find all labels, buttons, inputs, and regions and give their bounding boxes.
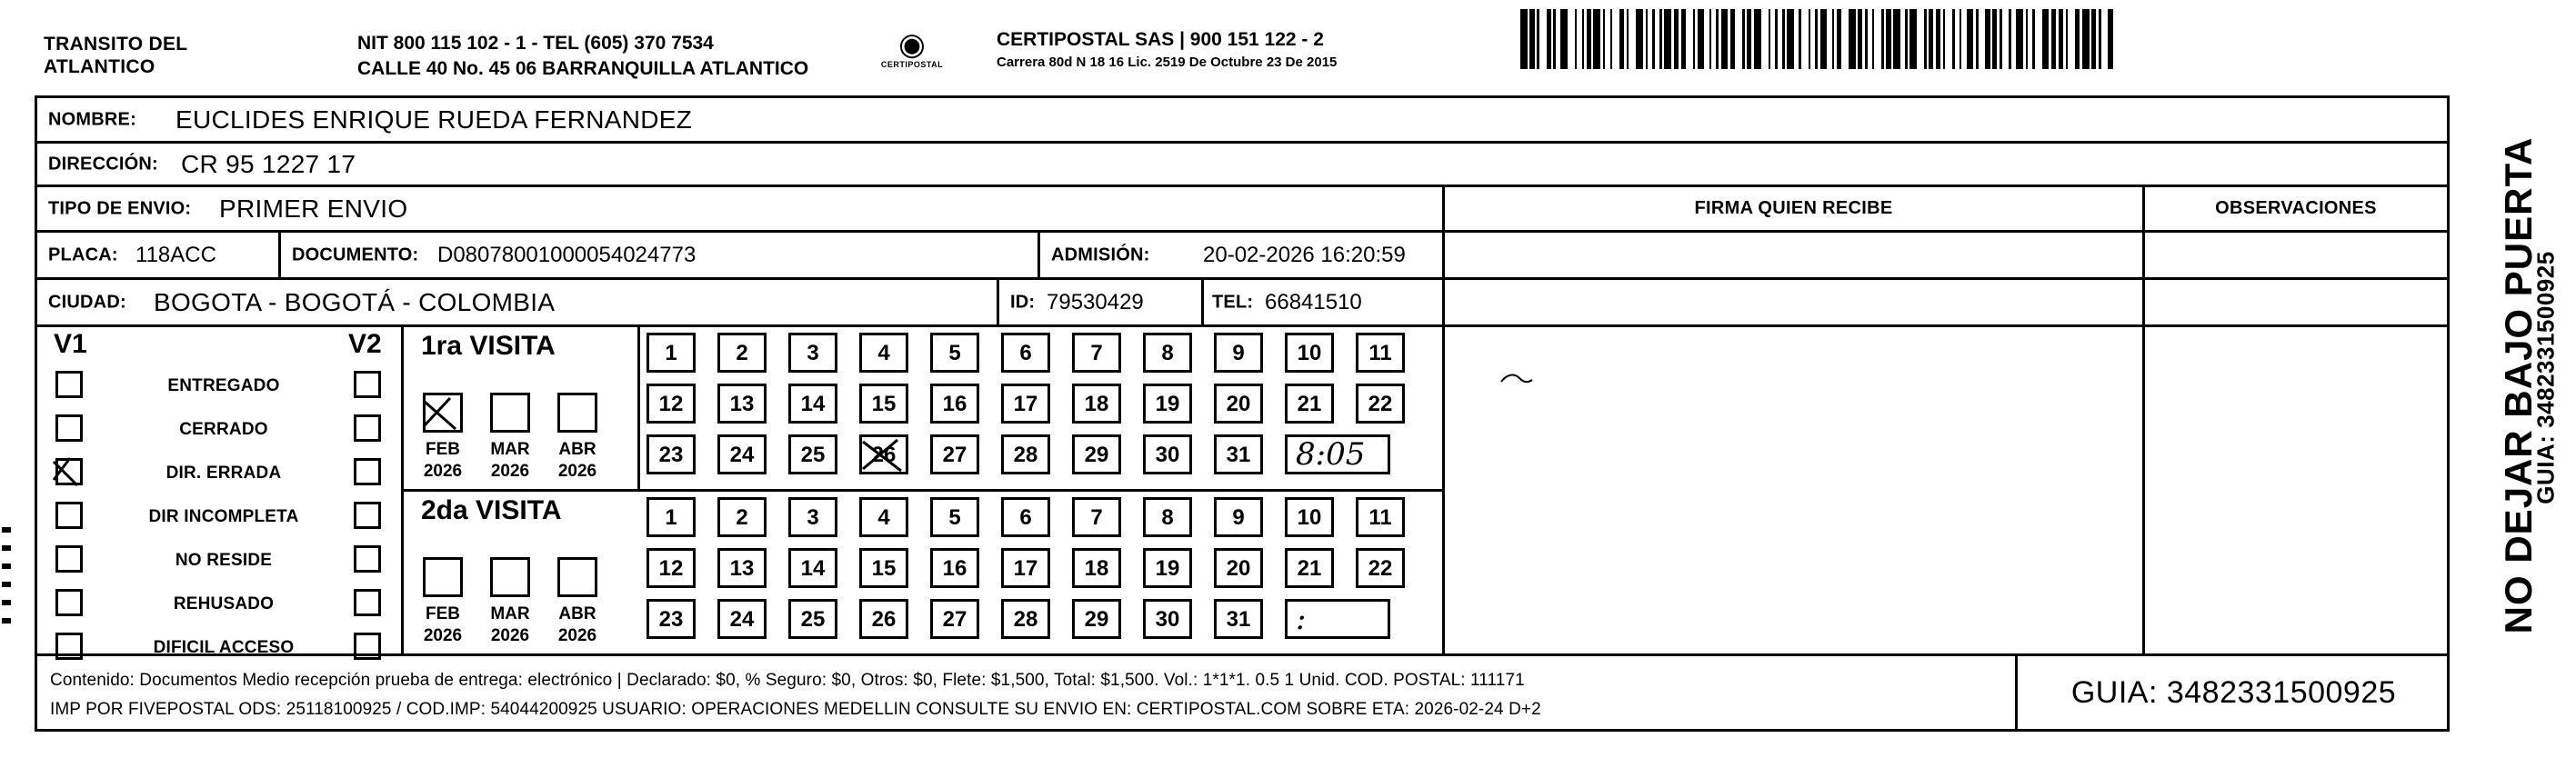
edge-tick <box>2 545 11 551</box>
visit-2-day-grid <box>637 492 1442 656</box>
vertical-notice <box>2455 91 2564 682</box>
visit-1-day-2[interactable]: 2 <box>717 333 767 373</box>
row-nombre <box>37 98 2447 144</box>
v1-checkbox-no-reside[interactable] <box>55 545 83 573</box>
visit-1-day-17[interactable]: 17 <box>1001 384 1050 424</box>
v2-checkbox-no-reside[interactable] <box>354 545 381 573</box>
row-direccion <box>37 144 2447 187</box>
visit-2-day-8[interactable]: 8 <box>1143 497 1192 537</box>
visit-1-day-27[interactable]: 27 <box>930 434 979 474</box>
status-label-cerrado: CERRADO <box>179 420 268 439</box>
edge-tick <box>2 582 11 587</box>
v2-column-header: V2 <box>348 329 382 359</box>
signature-header: FIRMA QUIEN RECIBE <box>1694 198 1893 218</box>
id-label: ID: <box>1010 292 1036 312</box>
status-label-dir-errada: DIR. ERRADA <box>165 464 282 483</box>
visit-2-day-5[interactable]: 5 <box>930 497 979 537</box>
visit-1-title: 1ra VISITA <box>421 331 556 361</box>
visit-1-day-6[interactable]: 6 <box>1001 333 1050 373</box>
visit-1-day-30[interactable]: 30 <box>1143 434 1192 474</box>
visit-2-day-14[interactable]: 14 <box>788 548 837 588</box>
admision-label: ADMISIÓN: <box>1051 244 1150 264</box>
placa-value: 118ACC <box>135 242 216 267</box>
edge-tick <box>2 564 11 569</box>
carrier-legal-info <box>357 31 808 82</box>
visit-2-day-21[interactable]: 21 <box>1285 548 1334 588</box>
carrier-name-line2: ATLANTICO <box>44 56 155 77</box>
visit-2-month-mar-checkbox[interactable] <box>490 557 530 597</box>
ciudad-value: BOGOTA - BOGOTÁ - COLOMBIA <box>154 287 556 316</box>
visit-1-day-grid <box>637 327 1442 492</box>
visit-1-day-28[interactable]: 28 <box>1001 434 1050 474</box>
visit-2-day-2[interactable]: 2 <box>717 497 767 537</box>
visit-2-day-18[interactable]: 18 <box>1072 548 1121 588</box>
visit-2-month-label-abr: ABR <box>558 604 596 623</box>
operator-license: Carrera 80d N 18 16 Lic. 2519 De Octubre 23 De 2015 <box>997 55 1338 70</box>
visit-2-day-19[interactable]: 19 <box>1143 548 1192 588</box>
visit-1-day-18[interactable]: 18 <box>1072 384 1121 424</box>
admision-value: 20-02-2026 16:20:59 <box>1203 242 1406 267</box>
visit-1-time-value: 8:05 <box>1296 436 1366 473</box>
visit-1-day-7[interactable]: 7 <box>1072 333 1121 373</box>
documento-value: D08078001000054024773 <box>437 242 697 267</box>
visit-2-day-4[interactable]: 4 <box>859 497 908 537</box>
certipostal-logo <box>880 29 944 69</box>
v2-checkbox-rehusado[interactable] <box>354 589 381 616</box>
v2-checkbox-cerrado[interactable] <box>354 414 381 442</box>
v1-checkbox-entregado[interactable] <box>55 371 83 398</box>
placa-label: PLACA: <box>48 244 118 264</box>
visit-1-day-24[interactable]: 24 <box>717 434 767 474</box>
visit-1-month-abr-checkbox[interactable] <box>557 393 597 433</box>
guia-box <box>2015 656 2450 730</box>
tipo-envio-value: PRIMER ENVIO <box>219 194 408 223</box>
visit-2-day-17[interactable]: 17 <box>1001 548 1050 588</box>
certipostal-logo-label: CERTIPOSTAL <box>880 60 944 69</box>
visit-2-day-7[interactable]: 7 <box>1072 497 1121 537</box>
carrier-address: CALLE 40 No. 45 06 BARRANQUILLA ATLANTICO <box>357 58 809 79</box>
visit-1-month-mar-checkbox[interactable] <box>490 393 530 433</box>
visit-2-day-13[interactable]: 13 <box>717 548 767 588</box>
v2-checkbox-dir-errada[interactable] <box>354 458 381 485</box>
visit-2-day-3[interactable]: 3 <box>788 497 837 537</box>
visit-1-day-14[interactable]: 14 <box>788 384 837 424</box>
visit-1-day-3[interactable]: 3 <box>788 333 837 373</box>
visit-2-time-value: : <box>1296 601 1307 637</box>
checkmark-visit-1-day-26 <box>856 433 916 478</box>
status-label-dir-incompleta: DIR INCOMPLETA <box>148 507 299 526</box>
visit-2-day-6[interactable]: 6 <box>1001 497 1050 537</box>
status-checkbox-column <box>37 327 401 656</box>
visit-1-day-23[interactable]: 23 <box>647 434 696 474</box>
visit-1-day-5[interactable]: 5 <box>930 333 979 373</box>
edge-tick <box>2 618 11 623</box>
visit-2-day-28[interactable]: 28 <box>1001 599 1050 639</box>
direccion-label: DIRECCIÓN: <box>48 154 158 174</box>
visit-2-year-feb: 2026 <box>423 626 463 645</box>
visit-1-year-feb: 2026 <box>423 462 463 481</box>
visit-1-year-abr: 2026 <box>557 462 597 481</box>
operator-name: CERTIPOSTAL SAS | 900 151 122 - 2 <box>997 29 1324 50</box>
carrier-name-line1: TRANSITO DEL <box>44 34 188 55</box>
visit-2-day-15[interactable]: 15 <box>859 548 908 588</box>
visit-1-day-13[interactable]: 13 <box>717 384 767 424</box>
visit-2-year-abr: 2026 <box>557 626 597 645</box>
visit-2-day-29[interactable]: 29 <box>1072 599 1121 639</box>
nombre-label: NOMBRE: <box>48 109 136 129</box>
visit-2-day-12[interactable]: 12 <box>647 548 696 588</box>
v1-checkbox-cerrado[interactable] <box>55 414 83 442</box>
visit-2-month-abr-checkbox[interactable] <box>557 557 597 597</box>
vertical-notice-text: NO DEJAR BAJO PUERTA <box>2497 136 2540 634</box>
visit-2-day-22[interactable]: 22 <box>1356 548 1405 588</box>
visit-1-day-12[interactable]: 12 <box>647 384 696 424</box>
visit-1-day-20[interactable]: 20 <box>1214 384 1263 424</box>
visit-2-month-feb-checkbox[interactable] <box>423 557 463 597</box>
globe-icon: ◉ <box>898 27 926 62</box>
footer-line-2: IMP POR FIVEPOSTAL ODS: 25118100925 / COD.IMP: 54044200925 USUARIO: OPERACIONES MEDELLIN CONSULTE SU ENVIO EN: CERTIPOSTAL.COM SOBRE ETA: 2026-02-24 D+2 <box>50 700 1541 719</box>
ciudad-label: CIUDAD: <box>48 292 126 312</box>
visit-1-day-4[interactable]: 4 <box>859 333 908 373</box>
tracking-barcode <box>1520 9 2457 69</box>
visit-2-day-10[interactable]: 10 <box>1285 497 1334 537</box>
visit-1-month-label-feb: FEB <box>426 440 460 459</box>
documento-label: DOCUMENTO: <box>292 244 419 264</box>
visit-1-day-31[interactable]: 31 <box>1214 434 1263 474</box>
visit-2-day-24[interactable]: 24 <box>717 599 767 639</box>
visit-1-day-16[interactable]: 16 <box>930 384 979 424</box>
nombre-value: EUCLIDES ENRIQUE RUEDA FERNANDEZ <box>175 105 693 134</box>
visit-1-day-19[interactable]: 19 <box>1143 384 1192 424</box>
visit-2-title: 2da VISITA <box>421 495 562 525</box>
visit-1-day-8[interactable]: 8 <box>1143 333 1192 373</box>
visit-2-day-11[interactable]: 11 <box>1356 497 1405 537</box>
visit-2-day-9[interactable]: 9 <box>1214 497 1263 537</box>
v2-checkbox-dir-incompleta[interactable] <box>354 502 381 529</box>
visit-2-day-26[interactable]: 26 <box>859 599 908 639</box>
observations-header: OBSERVACIONES <box>2215 198 2377 218</box>
label-body <box>35 95 2450 732</box>
checkmark-dir-errada <box>50 453 92 493</box>
visit-2-month-label-mar: MAR <box>490 604 530 623</box>
visit-1-day-9[interactable]: 9 <box>1214 333 1263 373</box>
tel-value: 66841510 <box>1265 289 1362 314</box>
visit-1-month-label-abr: ABR <box>558 440 596 459</box>
visit-2-day-20[interactable]: 20 <box>1214 548 1263 588</box>
vertical-guia-text: GUIA: 3482331500925 <box>2531 251 2560 504</box>
visit-1-day-1[interactable]: 1 <box>647 333 696 373</box>
visit-2-day-30[interactable]: 30 <box>1143 599 1192 639</box>
visit-1-month-label-mar: MAR <box>490 440 530 459</box>
visit-2-day-31[interactable]: 31 <box>1214 599 1263 639</box>
visit-2-day-27[interactable]: 27 <box>930 599 979 639</box>
id-value: 79530429 <box>1047 289 1144 314</box>
status-label-entregado: ENTREGADO <box>167 376 280 395</box>
operator-info <box>997 29 1337 70</box>
checkmark-visit-1-feb <box>419 389 470 436</box>
guia-number: GUIA: 3482331500925 <box>2070 675 2397 710</box>
visit-1-year-mar: 2026 <box>490 462 530 481</box>
visit-2-day-25[interactable]: 25 <box>788 599 837 639</box>
visit-2-month-label-feb: FEB <box>426 604 460 623</box>
visit-1-day-25[interactable]: 25 <box>788 434 837 474</box>
visit-1-day-10[interactable]: 10 <box>1285 333 1334 373</box>
edge-tick <box>2 527 11 533</box>
direccion-value: CR 95 1227 17 <box>181 149 356 178</box>
tel-label: TEL: <box>1212 292 1254 312</box>
visit-2-day-23[interactable]: 23 <box>647 599 696 639</box>
visit-1-day-21[interactable]: 21 <box>1285 384 1334 424</box>
status-label-no-reside: NO RESIDE <box>175 551 273 570</box>
v1-checkbox-dir-incompleta[interactable] <box>55 502 83 529</box>
v2-checkbox-entregado[interactable] <box>354 371 381 398</box>
visit-2-day-1[interactable]: 1 <box>647 497 696 537</box>
footer-line-1: Contenido: Documentos Medio recepción prueba de entrega: electrónico | Declarado: $0, % Seguro: $0, Otros: $0, Flete: $1,500, Total: $1,500. Vol.: 1*1*1. 0.5 1 Unid. COD. POSTAL: 111171 <box>50 671 1525 690</box>
carrier-nit: NIT 800 115 102 - 1 - TEL (605) 370 7534 <box>357 33 714 54</box>
visit-1-day-26[interactable]: 26 <box>859 434 908 474</box>
status-label-rehusado: REHUSADO <box>173 594 275 613</box>
tipo-envio-label: TIPO DE ENVIO: <box>48 198 192 218</box>
visit-2-year-mar: 2026 <box>490 626 530 645</box>
status-label-dificil-acceso: DIFICIL ACCESO <box>153 638 295 657</box>
carrier-name <box>44 33 187 78</box>
visit-1-day-11[interactable]: 11 <box>1356 333 1405 373</box>
visit-1-day-15[interactable]: 15 <box>859 384 908 424</box>
v1-checkbox-rehusado[interactable] <box>55 589 83 616</box>
v1-column-header: V1 <box>54 329 87 359</box>
edge-tick <box>2 600 11 605</box>
visit-1-day-22[interactable]: 22 <box>1356 384 1405 424</box>
visit-2-day-16[interactable]: 16 <box>930 548 979 588</box>
visit-1-day-29[interactable]: 29 <box>1072 434 1121 474</box>
